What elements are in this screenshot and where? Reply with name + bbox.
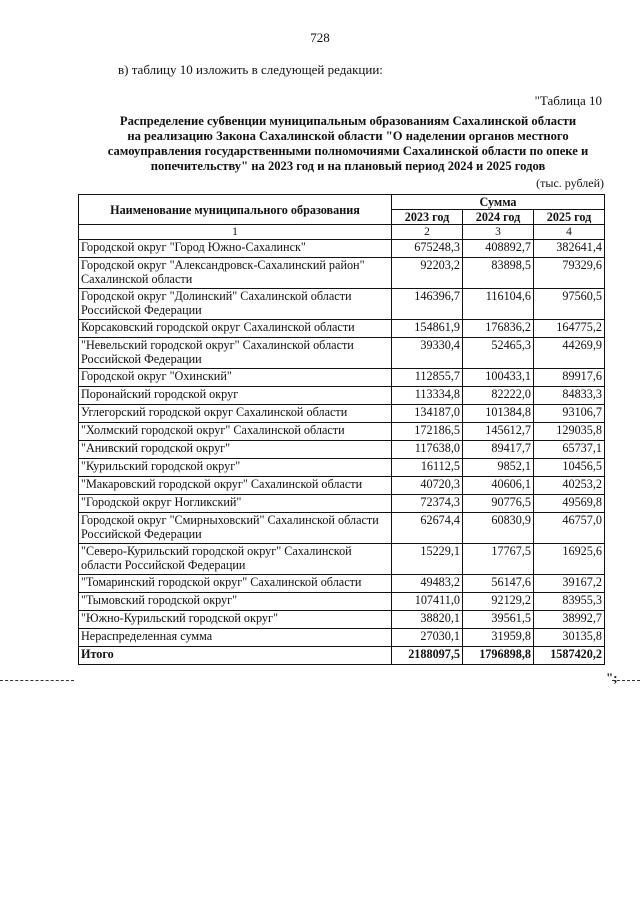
value-2023: 15229,1 [392,544,463,575]
municipality-name: "Холмский городской округ" Сахалинской области [79,423,392,441]
table-row [79,387,605,405]
document-title [88,114,608,174]
value-2023: 92203,2 [392,258,463,289]
header-sum-column: Сумма [392,195,605,210]
municipality-name: Городской округ "Охинский" [79,369,392,387]
table-row [79,513,605,544]
value-2025: 97560,5 [534,289,605,320]
table-body [79,240,605,647]
value-2024: 101384,8 [463,405,534,423]
table-row [79,459,605,477]
value-2024: 89417,7 [463,441,534,459]
municipality-name: "Курильский городской округ" [79,459,392,477]
header-year-2025: 2025 год [534,210,605,225]
margin-cut-line-left [0,680,74,681]
table-row [79,240,605,258]
value-2024: 52465,3 [463,338,534,369]
value-2024: 408892,7 [463,240,534,258]
value-2024: 56147,6 [463,575,534,593]
value-2025: 10456,5 [534,459,605,477]
table-row [79,544,605,575]
value-2025: 93106,7 [534,405,605,423]
total-2023: 2188097,5 [392,647,463,665]
municipality-name: Городской округ "Смирныховский" Сахалинской области Российской Федерации [79,513,392,544]
table-row [79,258,605,289]
column-index: 2 [392,225,463,240]
municipality-name: Городской округ "Александровск-Сахалинский район" Сахалинской области [79,258,392,289]
header-year-2024: 2024 год [463,210,534,225]
title-line: Распределение субвенции муниципальным образованиям Сахалинской области [119,114,577,128]
value-2024: 82222,0 [463,387,534,405]
municipality-name: Углегорский городской округ Сахалинской области [79,405,392,423]
table-row [79,575,605,593]
value-2025: 65737,1 [534,441,605,459]
value-2025: 83955,3 [534,593,605,611]
municipality-name: Поронайский городской округ [79,387,392,405]
value-2024: 176836,2 [463,320,534,338]
value-2023: 113334,8 [392,387,463,405]
title-line: на реализацию Закона Сахалинской области "О наделении органов местного [127,129,569,143]
value-2024: 31959,8 [463,629,534,647]
value-2025: 49569,8 [534,495,605,513]
value-2023: 62674,4 [392,513,463,544]
value-2023: 40720,3 [392,477,463,495]
table-row [79,369,605,387]
value-2024: 145612,7 [463,423,534,441]
intro-text: в) таблицу 10 изложить в следующей редакции: [118,62,383,77]
value-2025: 39167,2 [534,575,605,593]
value-2024: 83898,5 [463,258,534,289]
value-2023: 39330,4 [392,338,463,369]
municipality-name: "Макаровский городской округ" Сахалинской области [79,477,392,495]
column-index: 4 [534,225,605,240]
value-2025: 129035,8 [534,423,605,441]
value-2025: 382641,4 [534,240,605,258]
closing-quote: "; [606,670,618,685]
column-index: 1 [79,225,392,240]
table-row [79,441,605,459]
value-2024: 39561,5 [463,611,534,629]
value-2024: 40606,1 [463,477,534,495]
value-2025: 40253,2 [534,477,605,495]
value-2023: 154861,9 [392,320,463,338]
value-2023: 112855,7 [392,369,463,387]
value-2024: 116104,6 [463,289,534,320]
value-2024: 92129,2 [463,593,534,611]
total-row [79,647,605,665]
value-2025: 16925,6 [534,544,605,575]
total-2024: 1796898,8 [463,647,534,665]
table-row [79,289,605,320]
value-2025: 46757,0 [534,513,605,544]
value-2025: 30135,8 [534,629,605,647]
value-2025: 89917,6 [534,369,605,387]
value-2023: 16112,5 [392,459,463,477]
municipality-name: "Южно-Курильский городской округ" [79,611,392,629]
table-row [79,477,605,495]
municipality-name: Городской округ "Долинский" Сахалинской области Российской Федерации [79,289,392,320]
table-row [79,611,605,629]
value-2024: 9852,1 [463,459,534,477]
value-2024: 90776,5 [463,495,534,513]
value-2023: 107411,0 [392,593,463,611]
total-2025: 1587420,2 [534,647,605,665]
value-2023: 38820,1 [392,611,463,629]
value-2025: 44269,9 [534,338,605,369]
header-year-2023: 2023 год [392,210,463,225]
value-2025: 164775,2 [534,320,605,338]
table-row [79,405,605,423]
municipality-name: "Тымовский городской округ" [79,593,392,611]
page-number: 728 [310,30,330,45]
value-2025: 79329,6 [534,258,605,289]
value-2023: 134187,0 [392,405,463,423]
value-2025: 38992,7 [534,611,605,629]
municipality-name: Корсаковский городской округ Сахалинской области [79,320,392,338]
municipality-name: "Северо-Курильский городской округ" Сахалинской области Российской Федерации [79,544,392,575]
municipality-name: "Томаринский городской округ" Сахалинской области [79,575,392,593]
municipality-name: "Анивский городской округ" [79,441,392,459]
municipality-name: Городской округ "Город Южно-Сахалинск" [79,240,392,258]
units-label: (тыс. рублей) [536,176,604,190]
total-label: Итого [79,647,392,665]
table-row [79,320,605,338]
value-2023: 146396,7 [392,289,463,320]
table-row [79,338,605,369]
municipality-name: "Городской округ Ногликский" [79,495,392,513]
subvention-table [78,194,605,665]
value-2025: 84833,3 [534,387,605,405]
table-row [79,593,605,611]
header-name-column: Наименование муниципального образования [79,195,392,225]
value-2023: 72374,3 [392,495,463,513]
title-line: самоуправления государственными полномочиями Сахалинской области по опеке и [107,144,589,158]
value-2023: 675248,3 [392,240,463,258]
column-index: 3 [463,225,534,240]
value-2024: 100433,1 [463,369,534,387]
value-2023: 172186,5 [392,423,463,441]
value-2023: 49483,2 [392,575,463,593]
title-line: попечительству" на 2023 год и на плановый период 2024 и 2025 годов [150,159,546,173]
value-2023: 117638,0 [392,441,463,459]
value-2024: 60830,9 [463,513,534,544]
table-row [79,423,605,441]
table-reference: "Таблица 10 [534,93,602,108]
municipality-name: Нераспределенная сумма [79,629,392,647]
table-row [79,495,605,513]
value-2024: 17767,5 [463,544,534,575]
table-row [79,629,605,647]
value-2023: 27030,1 [392,629,463,647]
municipality-name: "Невельский городской округ" Сахалинской области Российской Федерации [79,338,392,369]
